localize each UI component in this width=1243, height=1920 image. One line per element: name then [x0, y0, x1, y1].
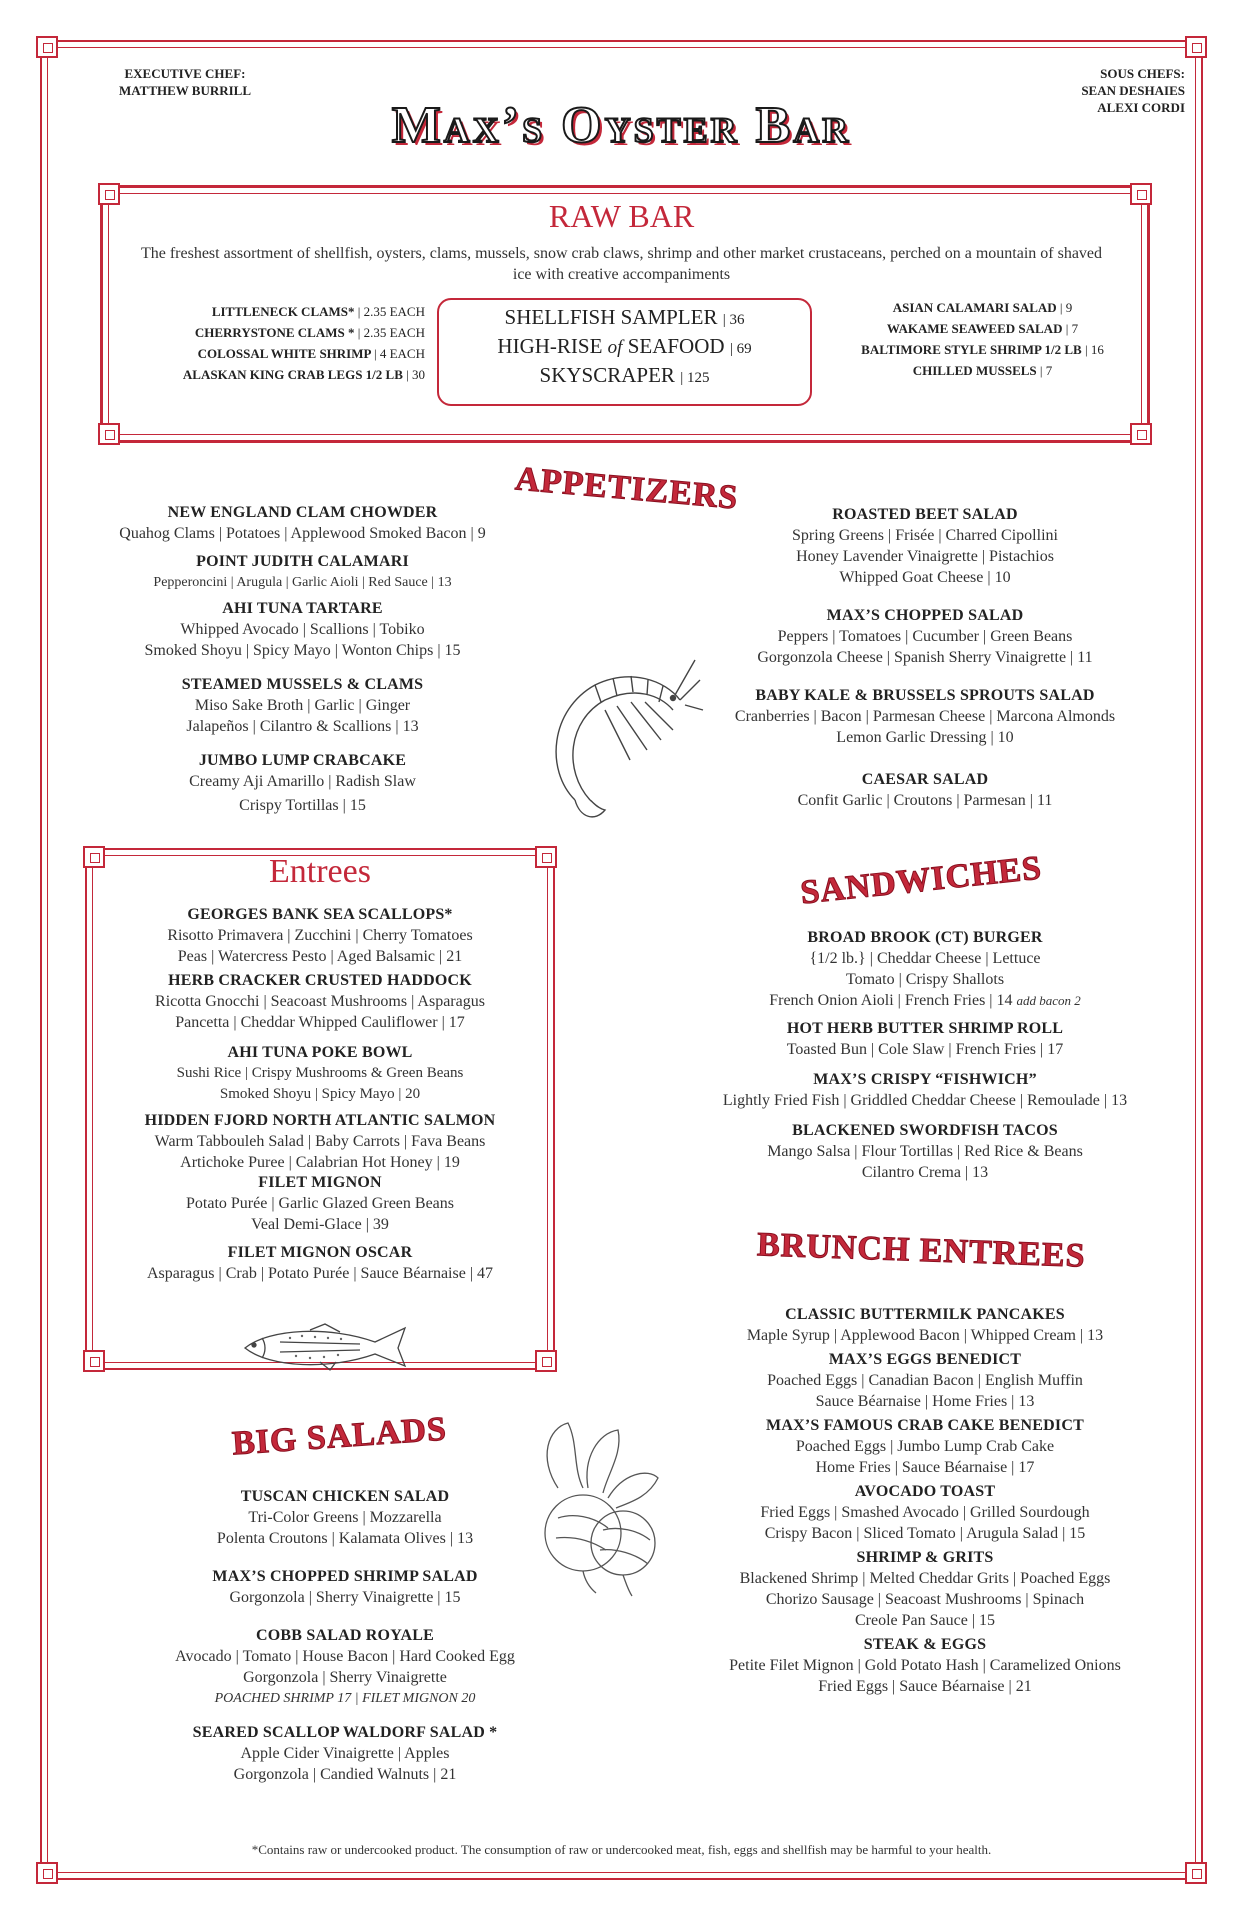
menu-item	[665, 505, 1185, 588]
menu-item-description: Cilantro Crema | 13	[861, 1164, 989, 1181]
menu-item	[70, 552, 535, 593]
raw-bar-item	[110, 301, 425, 322]
menu-item-description: Ricotta Gnocchi | Seacoast Mushrooms | Asparagus	[155, 993, 485, 1010]
menu-item	[70, 675, 535, 737]
sampler-item	[437, 333, 812, 362]
menu-item-description: Lightly Fried Fish | Griddled Cheddar Cheese | Remoulade | 13	[722, 1092, 1128, 1109]
menu-item	[70, 503, 535, 544]
menu-item	[95, 1043, 545, 1105]
sampler-item	[437, 304, 812, 333]
menu-item-description: Crispy Bacon | Sliced Tomato | Arugula Salad | 15	[764, 1525, 1086, 1542]
raw-bar-item-price: | 30	[406, 367, 425, 382]
menu-item-name: BLACKENED SWORDFISH TACOS	[792, 1122, 1058, 1139]
menu-item-description: Apple Cider Vinaigrette | Apples	[240, 1745, 450, 1762]
menu-item	[70, 599, 535, 661]
executive-chef-name: MATTHEW BURRILL	[118, 83, 252, 98]
menu-item-name: CLASSIC BUTTERMILK PANCAKES	[785, 1306, 1065, 1323]
entrees-heading: Entrees	[269, 853, 371, 890]
menu-item-description: Miso Sake Broth | Garlic | Ginger	[194, 697, 411, 714]
corner-ornament	[1185, 36, 1207, 58]
menu-item-name: SEARED SCALLOP WALDORF SALAD *	[192, 1724, 498, 1741]
menu-item	[650, 1305, 1200, 1346]
menu-item-description: Poached Eggs | Jumbo Lump Crab Cake	[795, 1438, 1055, 1455]
menu-item-description: Jalapeños | Cilantro & Scallions | 13	[186, 718, 419, 735]
menu-item	[650, 1416, 1200, 1478]
sampler-item-price: | 36	[722, 312, 745, 328]
menu-item	[95, 971, 545, 1033]
menu-item	[95, 1173, 545, 1235]
menu-item-description: Avocado | Tomato | House Bacon | Hard Cooked Egg	[175, 1648, 515, 1665]
menu-item	[650, 1635, 1200, 1697]
appetizers-list	[70, 503, 535, 816]
menu-item-name: CAESAR SALAD	[861, 771, 989, 788]
raw-bar-item-name: ASIAN CALAMARI SALAD	[892, 300, 1057, 315]
menu-item-name: MAX’S CHOPPED SHRIMP SALAD	[212, 1568, 478, 1585]
menu-item-description: Tomato | Crispy Shallots	[845, 971, 1005, 988]
sampler-item	[437, 362, 812, 391]
raw-bar-item	[110, 364, 425, 385]
menu-item-description: Gorgonzola | Sherry Vinaigrette | 15	[229, 1589, 461, 1606]
menu-item-description: French Onion Aioli | French Fries | 14	[769, 992, 1013, 1009]
menu-item-description: Fried Eggs | Sauce Béarnaise | 21	[818, 1678, 1032, 1695]
menu-item-name: MAX’S EGGS BENEDICT	[828, 1351, 1022, 1368]
raw-bar-item	[830, 297, 1135, 318]
menu-item-description: {1/2 lb.} | Cheddar Cheese | Lettuce	[809, 950, 1041, 967]
menu-item-description: Potato Purée | Garlic Glazed Green Beans	[186, 1195, 454, 1212]
menu-item-description: Petite Filet Mignon | Gold Potato Hash | Caramelized Onions	[729, 1657, 1121, 1674]
raw-bar-item-name: BALTIMORE STYLE SHRIMP 1/2 LB	[861, 342, 1082, 357]
menu-item	[650, 1019, 1200, 1060]
corner-ornament	[36, 1862, 58, 1884]
raw-bar-item-name: ALASKAN KING CRAB LEGS 1/2 LB	[182, 367, 403, 382]
raw-bar-item	[830, 318, 1135, 339]
sous-chef-name: SEAN DESHAIES	[1081, 83, 1185, 98]
fish-illustration	[240, 1320, 410, 1375]
raw-bar-item	[110, 322, 425, 343]
menu-item-description: Polenta Croutons | Kalamata Olives | 13	[216, 1530, 474, 1547]
corner-ornament	[535, 1350, 557, 1372]
footer-disclaimer: *Contains raw or undercooked product. The consumption of raw or undercooked meat, fish, eggs and shellfish may be harmful to your health.	[251, 1842, 992, 1857]
raw-bar-item-price: | 7	[1065, 321, 1079, 336]
sandwiches-heading: SANDWICHES	[798, 849, 1044, 912]
menu-item-description: Peppers | Tomatoes | Cucumber | Green Beans	[777, 628, 1073, 645]
raw-bar-item-name: CHILLED MUSSELS	[912, 363, 1037, 378]
menu-item-description: Whipped Goat Cheese | 10	[839, 569, 1011, 586]
menu-item-name: GEORGES BANK SEA SCALLOPS*	[187, 906, 453, 923]
menu-item-name: STEAMED MUSSELS & CLAMS	[181, 676, 424, 693]
menu-item-description: Crispy Tortillas | 15	[239, 797, 366, 814]
raw-bar-item	[830, 360, 1135, 381]
menu-item	[665, 686, 1185, 748]
sampler-item-name: HIGH-RISE	[497, 334, 603, 358]
menu-item	[650, 1548, 1200, 1631]
menu-item-name: TUSCAN CHICKEN SALAD	[240, 1488, 450, 1505]
menu-item-description: Tri-Color Greens | Mozzarella	[248, 1509, 442, 1526]
menu-item	[650, 1350, 1200, 1412]
menu-item	[110, 1487, 580, 1549]
menu-item-description: Home Fries | Sauce Béarnaise | 17	[815, 1459, 1035, 1476]
menu-item-name: HOT HERB BUTTER SHRIMP ROLL	[786, 1020, 1064, 1037]
corner-ornament	[1130, 423, 1152, 445]
menu-item-name: NEW ENGLAND CLAM CHOWDER	[167, 504, 438, 521]
menu-item-name: MAX’S CRISPY “FISHWICH”	[813, 1071, 1037, 1088]
menu-item-name: AVOCADO TOAST	[854, 1483, 996, 1500]
sous-chef-name: ALEXI CORDI	[1097, 100, 1185, 115]
menu-item-name: POINT JUDITH CALAMARI	[196, 553, 409, 570]
raw-bar-item-price: | 16	[1084, 342, 1104, 357]
menu-item-description: Confit Garlic | Croutons | Parmesan | 11	[797, 792, 1053, 809]
menu-item-description: Peas | Watercress Pesto | Aged Balsamic | 21	[177, 948, 463, 965]
raw-bar-item-price: | 7	[1039, 363, 1053, 378]
menu-item	[110, 1567, 580, 1608]
executive-chef-label: EXECUTIVE CHEF:	[124, 66, 246, 81]
menu-item-description: Creole Pan Sauce | 15	[854, 1612, 996, 1629]
menu-item-description: Gorgonzola Cheese | Spanish Sherry Vinaigrette | 11	[757, 649, 1093, 666]
menu-item-addon: add bacon 2	[1016, 993, 1081, 1008]
sampler-list	[437, 304, 812, 391]
salads-list	[665, 505, 1185, 811]
sampler-item-of: of	[607, 337, 623, 358]
raw-bar-title: RAW BAR	[548, 198, 695, 234]
menu-item-description: Asparagus | Crab | Potato Purée | Sauce Béarnaise | 47	[146, 1265, 494, 1282]
corner-ornament	[1185, 1862, 1207, 1884]
menu-item-name: STEAK & EGGS	[863, 1636, 987, 1653]
entrees-list	[95, 905, 545, 1284]
raw-bar-item-price: | 2.35 EACH	[357, 325, 425, 340]
menu-item	[665, 606, 1185, 668]
executive-chef	[105, 65, 265, 99]
menu-item-description: Smoked Shoyu | Spicy Mayo | Wonton Chips | 15	[144, 642, 461, 659]
menu-item-name: BABY KALE & BRUSSELS SPROUTS SALAD	[755, 687, 1095, 704]
menu-item-name: FILET MIGNON	[258, 1174, 382, 1191]
menu-item-name: FILET MIGNON OSCAR	[227, 1244, 413, 1261]
menu-item-description: Spring Greens | Frisée | Charred Cipollini	[792, 527, 1058, 544]
menu-item-description: Blackened Shrimp | Melted Cheddar Grits | Poached Eggs	[739, 1570, 1111, 1587]
menu-item-name: HIDDEN FJORD NORTH ATLANTIC SALMON	[144, 1112, 496, 1129]
menu-item	[665, 770, 1185, 811]
raw-bar-item	[830, 339, 1135, 360]
menu-item	[650, 1121, 1200, 1183]
brunch-list	[650, 1305, 1200, 1697]
menu-item-name: MAX’S CHOPPED SALAD	[826, 607, 1024, 624]
menu-item-description: Warm Tabbouleh Salad | Baby Carrots | Fava Beans	[154, 1133, 486, 1150]
menu-item-description: Fried Eggs | Smashed Avocado | Grilled Sourdough	[760, 1504, 1090, 1521]
raw-bar-right-list	[830, 297, 1135, 381]
raw-bar-item-name: WAKAME SEAWEED SALAD	[886, 321, 1063, 336]
menu-item-addon: POACHED SHRIMP 17 | FILET MIGNON 20	[214, 1691, 476, 1706]
menu-item-description: Poached Eggs | Canadian Bacon | English Muffin	[767, 1372, 1083, 1389]
menu-item-description: Honey Lavender Vinaigrette | Pistachios	[796, 548, 1054, 565]
menu-item-description: Mango Salsa | Flour Tortillas | Red Rice & Beans	[767, 1143, 1083, 1160]
raw-bar-item	[110, 343, 425, 364]
raw-bar-item-price: | 2.35 EACH	[357, 304, 425, 319]
menu-item	[95, 905, 545, 967]
raw-bar-description: The freshest assortment of shellfish, oysters, clams, mussels, snow crab claws, shrimp and other market crustaceans, perched on a mountain of shaved ice with creative accompaniments	[140, 245, 1103, 283]
menu-item	[70, 751, 535, 816]
sampler-item-name: SEAFOOD	[627, 334, 725, 358]
sampler-item-price: | 69	[729, 341, 752, 357]
raw-bar-item-name: CHERRYSTONE CLAMS *	[194, 325, 355, 340]
beet-illustration	[528, 1418, 668, 1598]
menu-item-description: Pepperoncini | Arugula | Garlic Aioli | Red Sauce | 13	[153, 575, 452, 590]
menu-item-description: Pancetta | Cheddar Whipped Cauliflower | 17	[175, 1014, 465, 1031]
menu-item-description: Risotto Primavera | Zucchini | Cherry Tomatoes	[167, 927, 473, 944]
menu-item-description: Maple Syrup | Applewood Bacon | Whipped Cream | 13	[746, 1327, 1104, 1344]
menu-item-description: Cranberries | Bacon | Parmesan Cheese | Marcona Almonds	[734, 708, 1116, 725]
menu-item-name: MAX’S FAMOUS CRAB CAKE BENEDICT	[766, 1417, 1084, 1434]
menu-item-description: Gorgonzola | Candied Walnuts | 21	[233, 1766, 457, 1783]
sandwiches-list	[650, 928, 1200, 1183]
restaurant-title: Max’s Oyster Bar	[391, 97, 852, 154]
menu-item-description: Lemon Garlic Dressing | 10	[836, 729, 1014, 746]
menu-item-name: SHRIMP & GRITS	[856, 1549, 994, 1566]
corner-ornament	[36, 36, 58, 58]
menu-item	[650, 928, 1200, 1011]
menu-item	[110, 1626, 580, 1709]
raw-bar-item-price: | 4 EACH	[374, 346, 425, 361]
menu-item-description: Veal Demi-Glace | 39	[251, 1216, 389, 1233]
menu-item-description: Smoked Shoyu | Spicy Mayo | 20	[219, 1086, 421, 1102]
big-salads-list	[110, 1487, 580, 1785]
menu-item-description: Sushi Rice | Crispy Mushrooms & Green Beans	[176, 1065, 464, 1081]
raw-bar-left-list	[110, 301, 425, 385]
menu-item-name: BROAD BROOK (CT) BURGER	[807, 929, 1043, 946]
menu-item-description: Quahog Clams | Potatoes | Applewood Smoked Bacon | 9	[119, 525, 486, 542]
menu-item-description: Artichoke Puree | Calabrian Hot Honey | 19	[180, 1154, 460, 1171]
brunch-heading: BRUNCH ENTREES	[756, 1226, 1087, 1275]
menu-item-name: JUMBO LUMP CRABCAKE	[198, 752, 407, 769]
sous-chefs-label: SOUS CHEFS:	[1100, 66, 1185, 81]
raw-bar-item-name: COLOSSAL WHITE SHRIMP	[197, 346, 371, 361]
menu-item	[650, 1482, 1200, 1544]
menu-item-name: AHI TUNA TARTARE	[222, 600, 383, 617]
appetizers-heading: APPETIZERS	[513, 460, 740, 517]
menu-item-description: Creamy Aji Amarillo | Radish Slaw	[189, 773, 416, 790]
menu-item-name: HERB CRACKER CRUSTED HADDOCK	[168, 972, 472, 989]
menu-item-description: Sauce Béarnaise | Home Fries | 13	[815, 1393, 1035, 1410]
menu-item-description: Gorgonzola | Sherry Vinaigrette	[243, 1669, 447, 1686]
menu-item	[95, 1111, 545, 1173]
sampler-item-price: | 125	[680, 370, 710, 386]
raw-bar-item-name: LITTLENECK CLAMS*	[211, 304, 355, 319]
corner-ornament	[83, 1350, 105, 1372]
menu-item-name: COBB SALAD ROYALE	[256, 1627, 434, 1644]
menu-item-description: Toasted Bun | Cole Slaw | French Fries | 17	[786, 1041, 1064, 1058]
menu-item	[95, 1243, 545, 1284]
sampler-item-name: SHELLFISH SAMPLER	[504, 305, 718, 329]
menu-item-name: AHI TUNA POKE BOWL	[227, 1044, 413, 1061]
corner-ornament	[98, 423, 120, 445]
big-salads-heading: BIG SALADS	[230, 1410, 449, 1463]
menu-item-name: ROASTED BEET SALAD	[832, 506, 1018, 523]
raw-bar-item-price: | 9	[1059, 300, 1073, 315]
menu-item-description: Chorizo Sausage | Seacoast Mushrooms | Spinach	[765, 1591, 1085, 1608]
menu-item	[110, 1723, 580, 1785]
sampler-item-name: SKYSCRAPER	[539, 363, 675, 387]
menu-item	[650, 1070, 1200, 1111]
menu-item-description: Whipped Avocado | Scallions | Tobiko	[180, 621, 425, 638]
